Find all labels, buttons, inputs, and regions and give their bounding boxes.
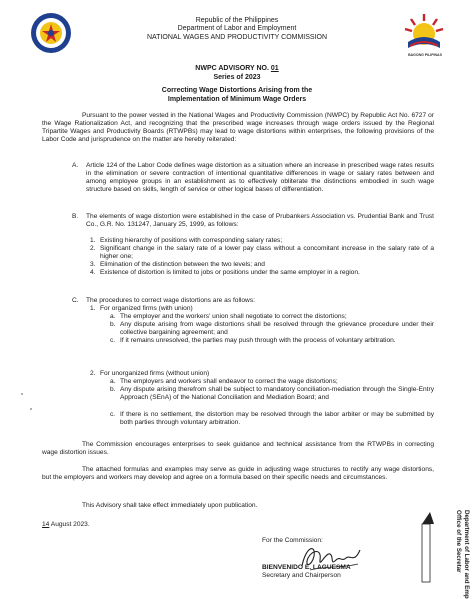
procedure-item <box>110 386 434 402</box>
closing-paragraph-2: The attached formulas and examples may serve as guide in adjusting wage structures to rectify any wage distortions, but the employers and workers may develop and agree on a formula based on their specific needs and circumstances. <box>42 466 434 482</box>
procedure-item-text: The employers and workers shall endeavor to correct the wage distortions; <box>120 378 338 385</box>
procedure-item-label: c. <box>110 337 116 344</box>
signatory-name: BIENVENIDO E. LAGUESMA <box>262 564 351 571</box>
scan-speck <box>30 408 32 410</box>
organized-firms-heading <box>90 305 434 313</box>
for-the-commission: For the Commission: <box>262 537 323 544</box>
advisory-prefix: NWPC ADVISORY NO. <box>195 65 271 72</box>
element-item-label: 1. <box>90 237 96 244</box>
procedure-item-label: a. <box>110 313 116 320</box>
issue-date-day: 14 <box>42 521 50 528</box>
letterhead-country: Republic of the Philippines <box>195 17 279 24</box>
element-item-label: 4. <box>90 269 96 276</box>
section-c-text: The procedures to correct wage distortions are as follows: <box>86 297 255 304</box>
procedure-item-label: b. <box>110 386 116 393</box>
section-b-text: The elements of wage distortion were established in the case of Prubankers Association vs. Prudential Bank and Trust Co., G.R. No. 131247, January 25, 1999, as follows: <box>86 213 434 229</box>
procedure-item-label: b. <box>110 321 116 328</box>
procedure-item <box>110 378 434 386</box>
issue-date-month-year: August 2023. <box>49 521 90 528</box>
procedure-item-label: a. <box>110 378 116 385</box>
procedure-item-text: The employer and the workers' union shall negotiate to correct the distortions; <box>120 313 347 320</box>
procedure-item-label: c. <box>110 411 116 418</box>
section-a-label: A. <box>72 162 79 169</box>
element-item <box>90 245 434 261</box>
procedure-item-text: Any dispute arising from wage distortions shall be resolved through the grievance procedure under their collective bargaining agreement; and <box>120 321 434 337</box>
bagong-pilipinas-logo <box>402 12 446 52</box>
element-item <box>90 261 434 269</box>
organized-label: 1. <box>90 305 96 312</box>
bagong-pilipinas-caption: BAGONG PILIPINAS <box>408 53 442 57</box>
scan-speck <box>21 393 23 395</box>
unorganized-label: 2. <box>90 370 96 377</box>
advisory-number: 01 <box>270 65 279 72</box>
element-item-text: Existing hierarchy of positions with corresponding salary rates; <box>100 237 283 244</box>
element-item-text: Existence of distortion is limited to jobs or positions under the same employer in a region. <box>100 269 360 276</box>
unorganized-title: For unorganized firms (without union) <box>100 370 210 377</box>
stamp-line-1: Department of Labor and Emp <box>463 510 470 599</box>
receipt-stamp-text <box>422 510 470 599</box>
element-item-label: 2. <box>90 245 96 252</box>
element-item-text: Significant change in the salary rate of a lower pay class without a concomitant increase in the salary rate of a higher one; <box>100 245 434 261</box>
section-b-label: B. <box>72 213 79 220</box>
letterhead <box>80 17 394 42</box>
dole-seal-logo <box>30 12 72 54</box>
closing-paragraph-3: This Advisory shall take effect immediately upon publication. <box>82 502 258 509</box>
letterhead-commission: NATIONAL WAGES AND PRODUCTIVITY COMMISSION <box>146 33 328 41</box>
section-b <box>72 213 434 229</box>
element-item-text: Elimination of the distinction between the two levels; and <box>100 261 265 268</box>
section-c-label: C. <box>72 297 79 304</box>
element-item <box>90 269 434 277</box>
advisory-heading <box>0 65 474 82</box>
section-a <box>72 162 434 194</box>
element-item-label: 3. <box>90 261 96 268</box>
section-a-text: Article 124 of the Labor Code defines wage distortion as a situation where an increase in prescribed wage rates results in the elimination or severe contraction of intentional quantitative differences in wage or salary rates between and among employee groups in an establishment as to effectively obliterate the distinctions embodied in such wage structure based on skills, length of service or other logical bases of differentiation. <box>86 162 434 194</box>
subject-line-1: Correcting Wage Distortions Arising from the <box>161 87 313 94</box>
letterhead-department: Department of Labor and Employment <box>177 25 297 33</box>
procedure-item <box>110 337 434 345</box>
unorganized-firms-heading <box>90 370 434 378</box>
section-c <box>72 297 434 305</box>
issue-date <box>42 521 90 528</box>
procedure-item-text: Any dispute arising therefrom shall be subject to mandatory conciliation-mediation through the Single-Entry Approach (SEnA) of the National Conciliation and Mediation Board; and <box>120 386 434 402</box>
organized-title: For organized firms (with union) <box>100 305 193 312</box>
procedure-item <box>110 313 434 321</box>
signatory-title: Secretary and Chairperson <box>262 572 341 579</box>
advisory-series: Series of 2023 <box>213 73 261 81</box>
procedure-item-text: If it remains unresolved, the parties may push through with the process of voluntary arbitration. <box>120 337 396 344</box>
stamp-line-2: Office of the Secretar <box>455 510 462 573</box>
closing-paragraph-1: The Commission encourages enterprises to seek guidance and technical assistance from the RTWPBs in correcting wage distortion issues. <box>42 441 434 457</box>
procedure-item-text: If there is no settlement, the distortion may be resolved through the labor arbiter or may be submitted by both parties through voluntary arbitration. <box>120 411 434 427</box>
element-item <box>90 237 434 245</box>
subject-line-2: Implementation of Minimum Wage Orders <box>167 95 307 103</box>
procedure-item <box>110 321 434 337</box>
procedure-item <box>110 411 434 427</box>
advisory-subject <box>0 87 474 104</box>
intro-paragraph: Pursuant to the power vested in the National Wages and Productivity Commission (NWPC) by Republic Act No. 6727 or the Wage Rationalization Act, and recognizing that the prescribed wage increases through wage orders issued by the Regional Tripartite Wages and Productivity Boards (RTWPBs) may lead to wage distortions within enterprises, the following provisions of the Labor Code and jurisprudence on the matter are hereby reiterated: <box>42 112 434 144</box>
